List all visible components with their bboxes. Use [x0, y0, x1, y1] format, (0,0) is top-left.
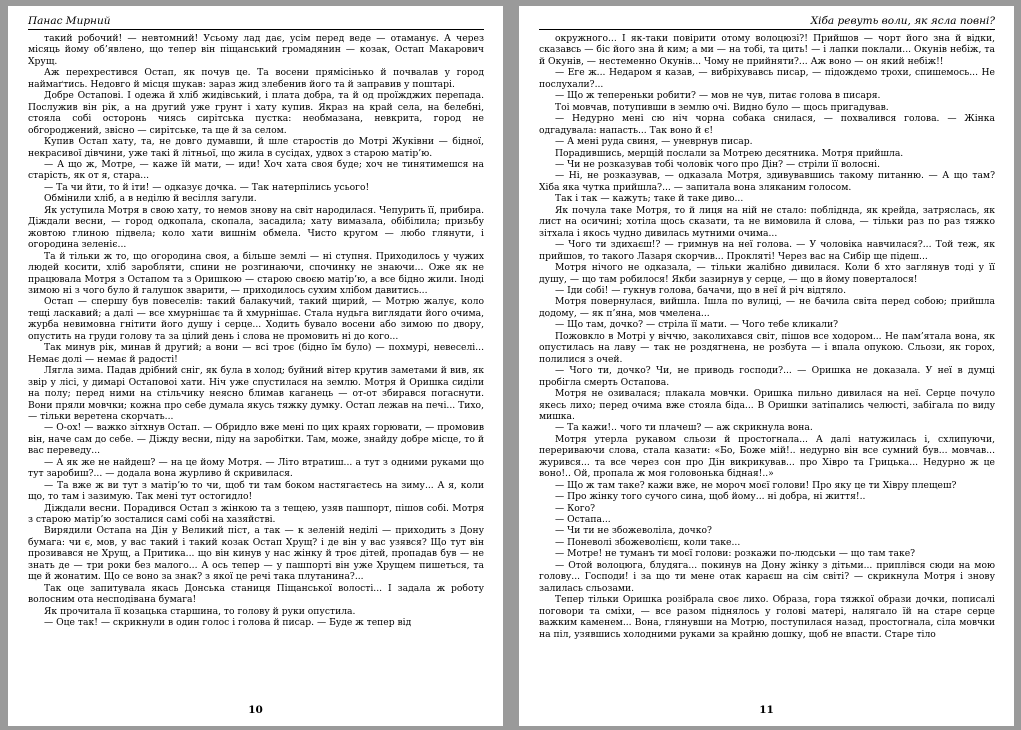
paragraph: — А що ж, Мотре, — каже їй мати, — иди! Хоч хата своя буде; хоч не тинятимешся на старість, як от я, стара... [28, 158, 484, 182]
paragraph: Діждали весни. Порадився Остап з жінкою та з тещею, узяв пашпорт, пішов собі. Мотря з старою матір’ю зосталися самі собі на хазяйстві. [28, 502, 484, 526]
author-header: Панас Мирний [28, 15, 111, 27]
paragraph: Мотря повернулася, вийшла. Ішла по вулиці, — не бачила світа перед собою; прийшла додому, — як п’яна, мов чмелена... [539, 296, 995, 319]
paragraph: Тепер тільки Оришка розібрала своє лихо. Образа, гора тяжкої образи дочки, пописалі поговори та сміхи, — все разом піднялось у голові матері, налягало їй на старе серце важким каменем... Вона, глянувши на Мотрю, поступилася назад, простогнала, сіла мовчки на піл, узявшись холодними руками за крайню дошку, щоб не впасти. Старе тіло [539, 594, 995, 640]
paragraph: Обмінили хліб, а в неділю й весілля загули. [44, 193, 257, 205]
paragraph: такий робочий! — невтомний! Усьому лад дає, усім перед веде — отаманує. А через місяць йому об’явлено, що тепер він піщанський громадянин — козак, Остап Макарович Хрущ. [28, 33, 484, 67]
paragraph: Порадившись, мерщій послали за Мотрею десятника. Мотря прийшла. [555, 147, 904, 159]
paragraph: — Оце так! — скрикнули в один голос і голова й писар. — Буде ж тепер від [44, 617, 412, 629]
paragraph: — Чи ти не збожеволіла, дочко? [555, 525, 712, 537]
paragraph: Як прочитала її козацька старшина, то голову й руки опустила. [44, 605, 356, 617]
paragraph: Мотря утерла рукавом сльози й простогнала... А далі натужилась і, схлипуючи, перериваючи слова, стала казати: «Бо, Боже мій!.. недурно він все сумний був... мовчав... журився... та все через сон про Дін викрикував... про Хівро та Грицька... Недурно ж це воно!.. Ой, пропала ж моя головонька бідная!..» [539, 433, 995, 480]
paragraph: — А як же не найдеш? — на це йому Мотря. — Літо втратиш... а тут з одними руками що тут заробиш?... — додала вона журливо й скривилася. [28, 456, 484, 480]
running-header-left [28, 6, 484, 30]
paragraph: — Що ж там таке? кажи вже, не мороч моєї голови! Про яку це ти Хівру плещеш? [555, 479, 957, 491]
paragraph: — Остапа... [555, 514, 611, 526]
paragraph: Так минув рік, минав й другий; а вони — всі троє (бідно їм було) — похмурі, невеселі... Немає долі — немає й радості! [28, 342, 484, 365]
paragraph: Остап — спершу був повеселів: такий балакучий, такий щирий, — Мотрю жалує, коло тещі ласкавий; а далі — все хмурнішає та й хмурнішає. Стала нудьга виглядати його очима, журба невимовна гнітити його душу і серце... Ходить бувало восени або зимою по двору, опустить на груди голову та за цілий день і слова не промовить ні до кого... [28, 296, 484, 342]
paragraph: — Еге ж... Недаром я казав, — вибріхувавсь писар, — підождемо трохи, спишемось... Не послухали?... [539, 67, 995, 90]
paragraph: — Та кажи!.. чого ти плачеш? — аж скрикнула вона. [555, 422, 813, 434]
paragraph: Купив Остап хату, та, не довго думавши, й шле старостів до Мотрі Жуківни — бідної, некрасивої дівчини, уже такі й літньої, що жила в сусідах, удвох з старою матір’ю. [28, 136, 484, 159]
right-page-text [539, 33, 995, 695]
paragraph: Вирядили Остапа на Дін у Великий піст, а так — к зеленій неділі — приходить з Дону бумага: чи є, мов, у вас такий і такий козак Остап Хрущ? і де він у вас узявся? Що тут він прозивався не Хрущ, а Притика... що він кинув у нас жінку й троє дітей, пропадав був — не знать де — три роки без малого... А ось тепер — у пашпорті він уже Хрущем пишеться, та ще й жонатим. Що се воно за знак? з якої це речі така плутанина?... [28, 525, 484, 583]
paragraph: — Про жінку того сучого сина, щоб йому... ні добра, ні життя!.. [555, 491, 866, 503]
paragraph: — Чого ти здихаєш!? — гримнув на неї голова. — У чоловіка навчилася?... Той теж, як прийшов, то такого Лазаря скорчив... Прокляті! Через вас на Сибір ще підеш... [539, 239, 995, 262]
left-page-text [28, 33, 484, 695]
paragraph: Добре Остапові. І одежа й хліб жидівський, і плата добра, та й од проїжджих перепада. Послужив він рік, а на другий уже грунт і хату купив. Якраз на край села, на белебні, стояла собі осторонь чиясь сирітська пустка: необмазана, невкрита, город не обгороджений, звісно — сирітське, та ще й за селом. [28, 90, 484, 136]
paragraph: — Та вже ж ви тут з матір’ю то чи, щоб ти там боком настягаєтесь на зиму... А я, коли що, то там і зазимую. Так мені тут остогидло! [28, 479, 484, 503]
title-header: Хіба ревуть воли, як ясла повні? [810, 15, 995, 27]
paragraph: — Кого? [555, 502, 596, 514]
paragraph: — Чи не розказував тобі чоловік чого про Дін? — стріли її волосні. [555, 158, 881, 170]
paragraph: — О-ох! — важко зітхнув Остап. — Обридло вже мені по цих краях горювати, — промовив він, наче сам до себе. — Діжду весни, піду на заробітки. Там, може, знайду добре місце, то й вас переведу... [28, 422, 484, 457]
paragraph: Аж перехрестився Остап, як почув це. Та восени прямісінько й почвалав у город наймаґтись. Недовго й місця шукав: зараз жид злебенив його та й заправив у поштарі. [28, 67, 484, 90]
paragraph: — Що там, дочко? — стріла її мати. — Чого тебе кликали? [555, 319, 839, 331]
paragraph: Та й тільки ж то, що огородина своя, а більше землі — ні ступня. Приходилось у чужих людей косити, хліб заробляти, спини не розгинаючи, спочинку не знаючи... Оже як не працювала Мотря з Остапом та з Оришкою — старою своєю матір’ю, а все бідно жили. Іноді зимою ні з чого було й галушок зварити, — приходилось сухим хлібом давитись... [28, 250, 484, 296]
paragraph: Лягла зима. Падав дрібний сніг, як була в холод; буйний вітер крутив заметами й вив, як звір у лісі, у димарі Остаповоі хати. Ніч уже спустилася на землю. Мотря й Оришка сиділи на полу; перед ними на стільчику неясно блимав каганець — от-от збирався погаснути. Вони пряли мовчки; кожна про себе думала якусь тяжку думку. Остап лежав на печі... Тихо, — тільки веретена скорчать... [28, 365, 484, 422]
paragraph: Так і так — кажуть; таке й таке диво... [555, 193, 744, 205]
paragraph: окружного... І як-таки повірити отому волоцюзі?! Прийшов — чорт його зна й відки, сказавсь — біс його зна й ким; а ми — на тобі, та цить! — і лапки поклали... Окунів небіж, та й Окунів, — нестеменно Окунів... Чому не прийняти?... Аж воно — он який небіж!! [539, 33, 995, 67]
right-page [519, 6, 1014, 726]
page-number-right: 11 [759, 704, 774, 716]
paragraph: Тоі мовчав, потупивши в землю очі. Видно було — щось пригадував. [555, 101, 889, 113]
paragraph: Пожовкло в Мотрі у віччю, заколихався світ, пішов все ходором... Не пам’ятала вона, як опустилась на лаву — так не роздягнена, не розбута — і впала опукою. Сльози, як горох, полилися з очей. [539, 330, 995, 365]
paragraph: — Чого ти, дочко? Чи, не приводь господи?... — Оришка не доказала. У неї в думці пробігла смерть Остапова. [539, 365, 995, 388]
page-number-left: 10 [248, 704, 263, 716]
paragraph: — Ні, не розказував, — одказала Мотря, здивувавшись такому питанню. — А що там? Хіба яка чутка прийшла?... — запитала вона зляканим голосом. [539, 170, 995, 193]
running-header-right [539, 6, 995, 30]
paragraph: — Мотре! не туманъ ти моєї голови: розкажи по-людськи — що там таке? [555, 548, 916, 560]
paragraph: Як почула таке Мотря, то й лиця на ній не стало: побліднда, як крейда, затряслась, як лист на осичині; хотіла щось сказати, та не вимовила й слова, — тільки раз по раз тяжко зітхала і якось чудно дивилась мутними очима... [539, 204, 995, 239]
paragraph: — Поневолі збожеволієш, коли таке... [555, 536, 741, 548]
paragraph: Як уступила Мотря в свою хату, то немов знову на світ народилася. Чепурить її, прибира. Діждали весни, — город одкопала, скопала, засадила; хату вимазала, обібілила; призьбу жовтою глиною підвела; коло хати вишнім обмела. Чисто кругом — любо глянути, і огородина зеленіє... [28, 204, 484, 251]
paragraph: — Отой волоцюга, блудяга... покинув на Дону жінку з дітьми... приплівся сюди на мою голову... Господи! і за що ти мене отак караєш на сім світі? — скрикнула Мотря і знову залилась сльозами. [539, 559, 995, 594]
paragraph: — Іди собі! — гукнув голова, бачачи, що в неї й річ відтяло. [555, 284, 846, 296]
paragraph: Мотря не озивалася; плакала мовчки. Оришка пильно дивилася на неї. Серце почуло якесь лихо; перед очима вже стояла біда... В Оришки затіпались челюсті, забігала по виду мишка. [539, 388, 995, 422]
paragraph: — Недурно мені сю ніч чорна собака снилася, — похвалився голова. — Жінка одгадувала: напасть... Так воно й є! [539, 113, 995, 136]
paragraph: Мотря нічого не одказала, — тільки жалібно дивилася. Коли б хто заглянув тоді у її душу, — що там робилося! Якби зазирнув у серце, — що в йому поверталося! [539, 262, 995, 285]
paragraph: — Та чи йти, то й іти! — одказує дочка. — Так натерпілись усього! [44, 181, 370, 193]
left-page [8, 6, 503, 726]
paragraph: — Що ж тепереньки робити? — мов не чув, питає голова в писаря. [555, 90, 881, 102]
paragraph: Так оце запитувала якась Донська станиця Піщанської волості... І задала ж роботу волосним ота несподівана бумага! [28, 582, 484, 606]
paragraph: — А мені руда свиня, — уневрнув писар. [555, 136, 753, 148]
